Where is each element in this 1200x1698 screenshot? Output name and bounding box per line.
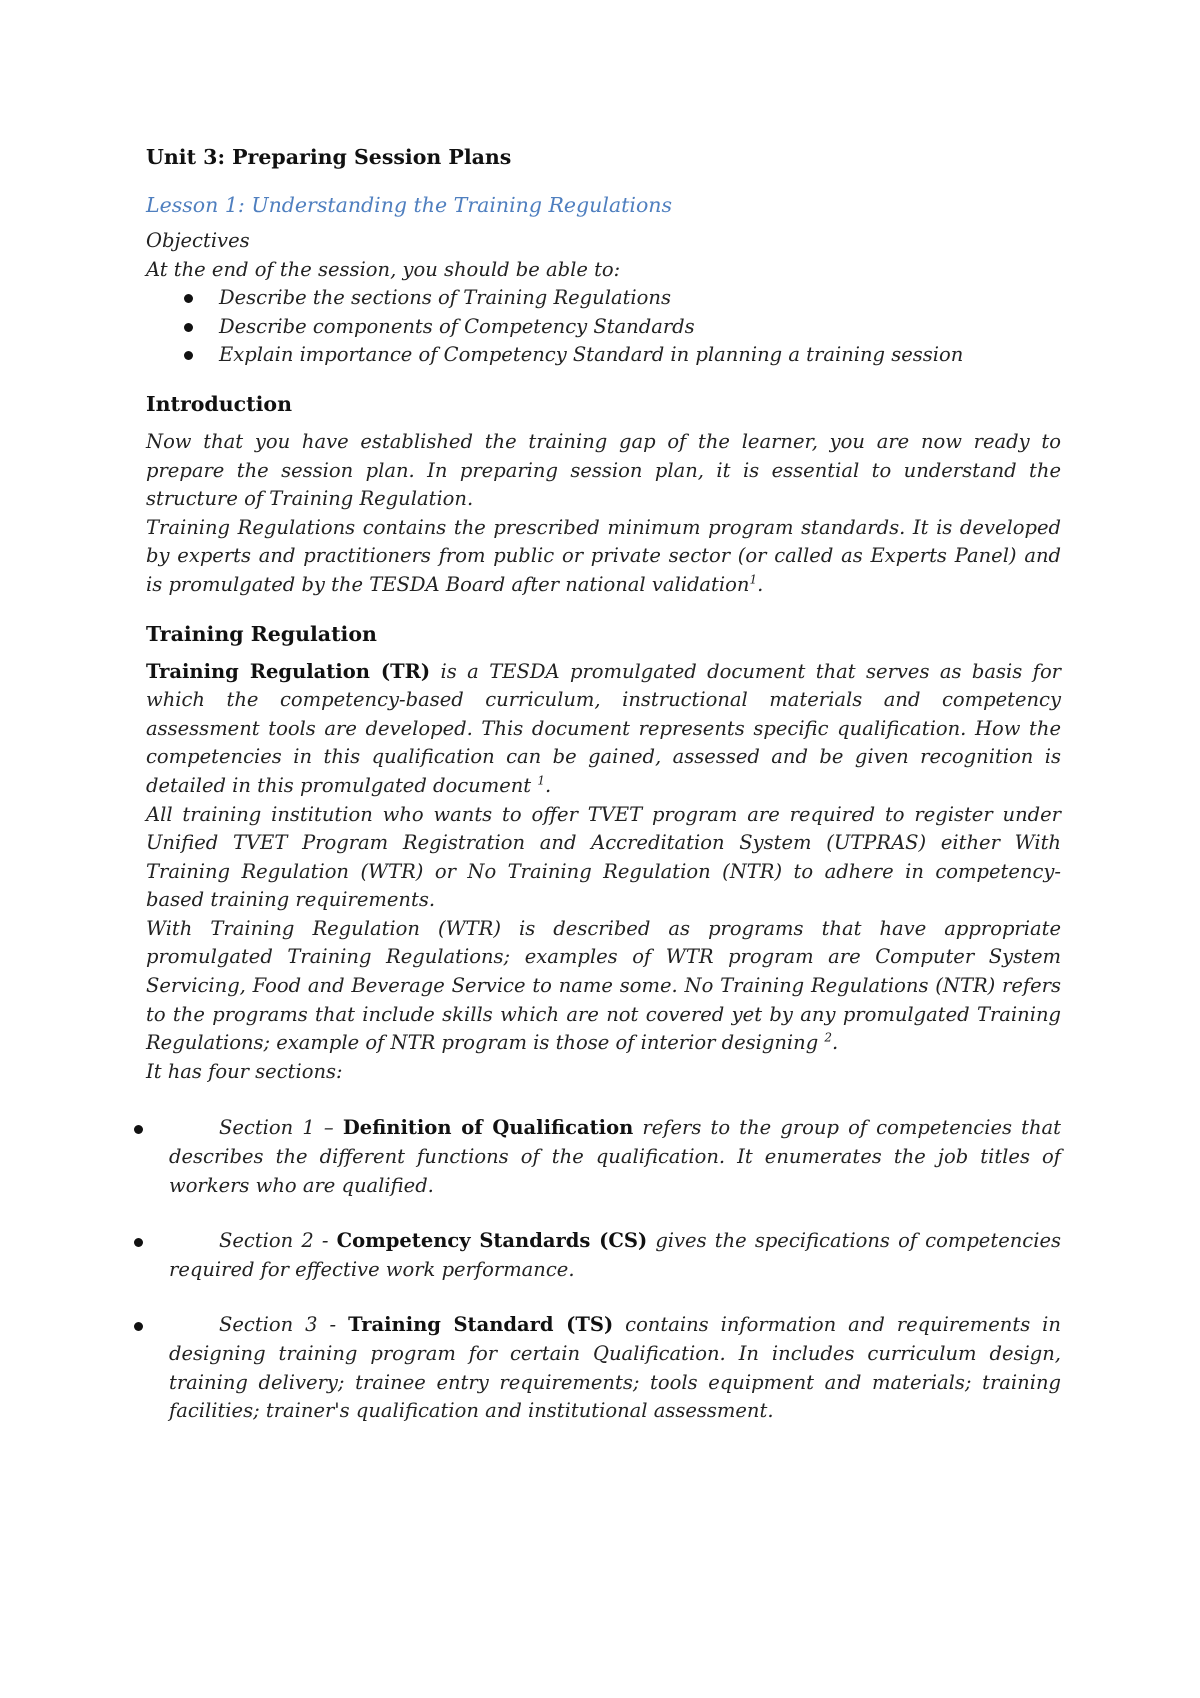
footnote-ref: 2 — [824, 1030, 833, 1045]
bullet-icon — [134, 1238, 143, 1247]
training-regulation-heading: Training Regulation — [146, 621, 377, 646]
bullet-icon — [184, 294, 193, 303]
lesson-title: Lesson 1: Understanding the Training Regulations — [146, 193, 673, 217]
four-sections-intro: It has four sections: — [146, 1059, 343, 1083]
introduction-heading: Introduction — [146, 391, 292, 416]
document-body — [146, 143, 1061, 1453]
objective-item: Explain importance of Competency Standard in planning a training session — [146, 341, 1061, 370]
wtr-paragraph: With Training Regulation (WTR) is described as programs that have appropriate promulgated Training Regulations; examples of WTR program are Computer System Servicing, Food and Beverage Service to name some. No Training Regulations (NTR) refers to the programs that include skills which are not covered yet by any promulgated Training Regulations; example of NTR program is those of interior designing $^2$. — [146, 916, 1061, 1055]
section-item: Section 1 – Definition of Qualification refers to the group of competencies that describes the different functions of the qualification. It enumerates the job titles of workers who are qualified. — [146, 1114, 1061, 1200]
utpras-paragraph: All training institution who wants to offer TVET program are required to register under Unified TVET Program Registration and Accreditation System (UTPRAS) either With Training Regulation (WTR) or No Training Regulation (NTR) to adhere in competency-based training requirements. — [146, 802, 1061, 912]
section-item: Section 3 - Training Standard (TS) contains information and requirements in designing training program for certain Qualification. In includes curriculum design, training delivery; trainee entry requirements; tools equipment and materials; training facilities; trainer's qualification and institutional assessment. — [146, 1311, 1061, 1425]
unit-title: Unit 3: Preparing Session Plans — [146, 145, 512, 169]
sections-list — [146, 1114, 1061, 1425]
section-item: Section 2 - Competency Standards (CS) gives the specifications of competencies required for effective work performance. — [146, 1227, 1061, 1284]
objective-item: Describe components of Competency Standards — [146, 313, 1061, 342]
tr-definition-paragraph: Training Regulation (TR) is a TESDA promulgated document that serves as basis for which the competency-based curriculum, instructional materials and competency assessment tools are developed. This document represents specific qualification. How the competencies in this qualification can be gained, assessed and be given recognition is detailed in this promulgated document $^1$. — [146, 659, 1061, 797]
objectives-title: Objectives — [146, 229, 250, 252]
bullet-icon — [134, 1125, 143, 1134]
introduction-paragraph-2: Training Regulations contains the prescribed minimum program standards. It is developed by experts and practitioners from public or private sector (or called as Experts Panel) and is promulgated by the TESDA Board after national validation$^1$. — [146, 515, 1061, 596]
objective-item: Describe the sections of Training Regulations — [146, 284, 1061, 313]
objectives-intro: At the end of the session, you should be able to: — [146, 257, 621, 281]
bullet-icon — [134, 1322, 143, 1331]
introduction-paragraph-1: Now that you have established the training gap of the learner, you are now ready to prepare the session plan. In preparing session plan, it is essential to understand the structure of Training Regulation. — [146, 429, 1061, 511]
bullet-icon — [184, 323, 193, 332]
footnote-ref: 1 — [749, 572, 758, 587]
footnote-ref: 1 — [537, 773, 545, 788]
bullet-icon — [184, 351, 193, 360]
objectives-list — [146, 284, 1061, 370]
tr-term: Training Regulation (TR) — [146, 659, 431, 683]
